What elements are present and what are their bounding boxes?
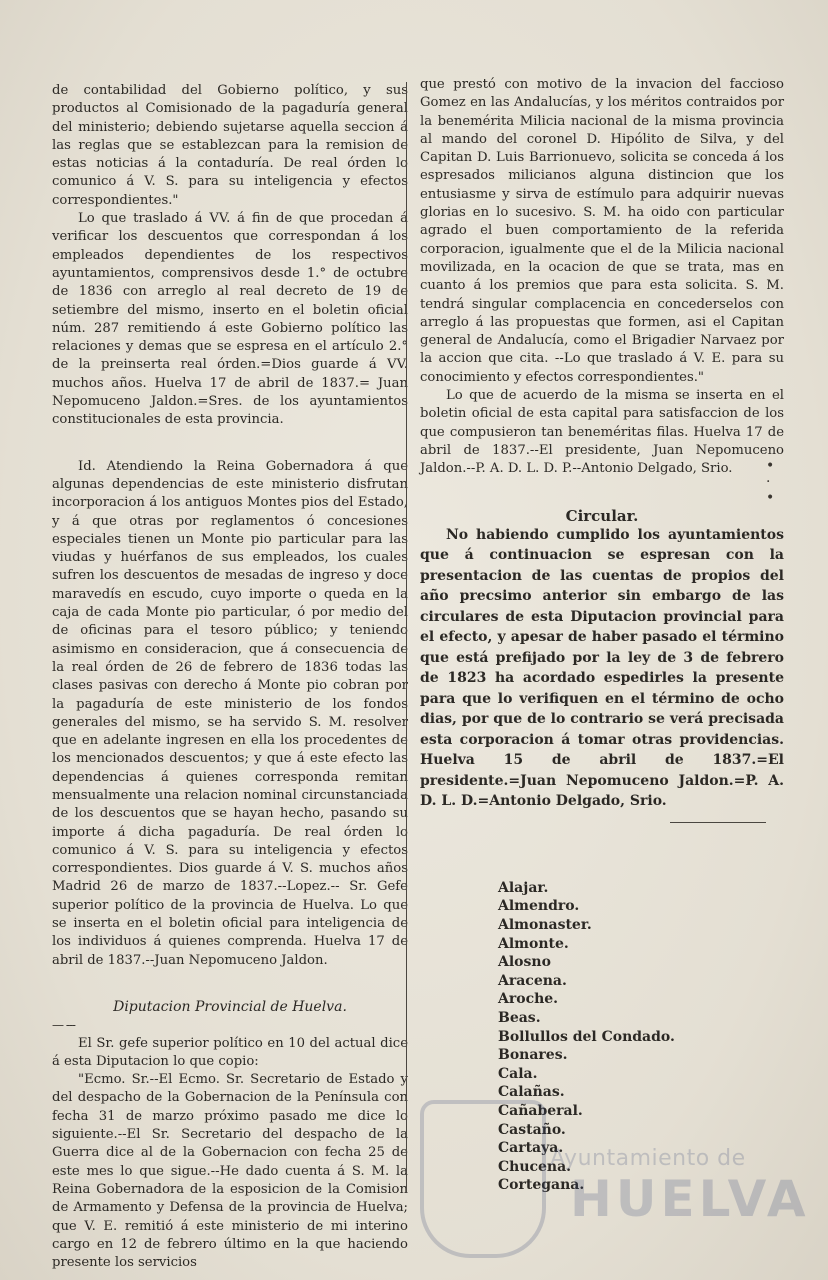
left-column bbox=[52, 82, 408, 1272]
short-rule bbox=[670, 822, 766, 823]
right-column bbox=[420, 76, 784, 1195]
town-item: Alosno bbox=[498, 954, 551, 971]
watermark-line-1: Ayuntamiento de bbox=[550, 1146, 746, 1171]
town-item: Cañaberal. bbox=[498, 1102, 583, 1119]
town-item: Beas. bbox=[498, 1009, 541, 1026]
right-paragraph-1: que prestó con motivo de la invacion del faccioso Gomez en las Andalucías, y los méritos contraidos por la benemérita Milicia nacional de la misma provincia al mando del coronel D. Hipólito de Silva, y del Capitan D. Luis Barrionuevo, solicita se conceda á los espresados milicianos alguna distincion que los entusiasme y sirva de estímulo para adquirir nuevas glorias en lo sucesivo. S. M. ha oido con particular agrado el buen comportamiento de la referida corporacion, igualmente que el de la Milicia nacional movilizada, en la ocacion de que se trata, mas en cuanto á los premios que para esta solicita. S. M. tendrá singular complacencia en concederselos con arreglo á las propuestas que formen, asi el Capitan general de Andalucía, como el Brigadier Narvaez por la accion que cita. --Lo que traslado á V. E. para su conocimiento y efectos correspondientes." bbox=[420, 77, 784, 385]
town-item: Calañas. bbox=[498, 1084, 565, 1101]
spacer bbox=[52, 970, 408, 998]
town-item: Bonares. bbox=[498, 1047, 568, 1064]
town-item: Almendro. bbox=[498, 898, 580, 915]
left-paragraph-3: Id. Atendiendo la Reina Gobernadora á que algunas dependencias de este ministerio disfrutan incorporacion á los antiguos Montes pios del Estado, y á que otras por reglamentos ó concesiones especiales tienen un Monte pio particular para las viudas y huérfanos de sus empleados, los cuales sufren los descuentos de mesadas de ingreso y doce maravedís en escudo, cuyo importe o queda en la caja de cada Monte pio particular, ó por medio del de oficinas para el tesoro público; y teniendo asimismo en consideracion, que á consecuencia de la real órden de 26 de febrero de 1836 todas las clases pasivas con derecho á Monte pio cobran por la pagaduría de este ministerio de los fondos generales del mismo, se ha servido S. M. resolver que en adelante ingresen en ella los procedentes de los mencionados descuentos; y que á este efecto las dependencias á quienes corresponda remitan mensualmente una relacion nominal circunstanciada de los descuentos que se hayan hecho, pasando su importe á dicha pagaduría. De real órden lo comunico á V. S. para su inteligencia y efectos correspondientes. Dios guarde á V. S. muchos años Madrid 26 de marzo de 1837.--Lopez.-- Sr. Gefe superior político de la provincia de Huelva. Lo que se inserta en el boletin oficial para inteligencia de los individuos á quienes comprenda. Huelva 17 de abril de 1837.--Juan Nepomuceno Jaldon. bbox=[52, 458, 408, 968]
section-heading: Diputacion Provincial de Huelva. bbox=[113, 998, 347, 1015]
town-item: Almonte. bbox=[498, 935, 569, 952]
circular-body: No habiendo cumplido los ayuntamientos que á continuacion se espresan con la presentacion de las cuentas de propios del año precsimo anterior sin embargo de las circulares de esta Diputacion provincial para el efecto, y apesar de haber pasado el término que está prefijado por la ley de 3 de febrero de 1823 ha acordado espedirles la presente para que lo verifiquen en el término de ocho dias, por que de lo contrario se verá precisada esta corporacion á tomar otras providencias. Huelva 15 de abril de 1837.=El presidente.=Juan Nepomuceno Jaldon.=P. A. D. L. D.=Antonio Delgado, Srio. bbox=[420, 526, 784, 810]
town-item: Almonaster. bbox=[498, 917, 592, 934]
town-item: Chucena. bbox=[498, 1158, 572, 1175]
left-paragraph-1: de contabilidad del Gobierno político, y sus productos al Comisionado de la pagaduría general del ministerio; debiendo sujetarse aquella seccion á las reglas que se establezcan para la remision de estas noticias á la contaduría. De real órden lo comunico á V. S. para su inteligencia y efectos correspondientes." bbox=[52, 83, 408, 208]
town-item: Cartaya. bbox=[498, 1140, 564, 1157]
town-item: Castaño. bbox=[498, 1121, 566, 1138]
watermark-line-2: HUELVA bbox=[570, 1170, 810, 1228]
watermark bbox=[420, 1130, 810, 1270]
spacer bbox=[52, 430, 408, 458]
right-paragraph-2: Lo que de acuerdo de la misma se inserta en el boletin oficial de esta capital para satisfaccion de los que compusieron tan beneméritas filas. Huelva 17 de abril de 1837.--El presidente, Juan Nepomuceno Jaldon.--P. A. D. L. D. P.--Antonio Delgado, Srio. bbox=[420, 388, 784, 477]
town-item: Aroche. bbox=[498, 991, 559, 1008]
town-item: Cortegana. bbox=[498, 1177, 585, 1194]
left-paragraph-2: Lo que traslado á VV. á fin de que procedan á verificar los descuentos que correspondan á los empleados dependientes de los respectivos ayuntamientos, comprensivos desde 1.° de octubre de 1836 con arreglo al real decreto de 19 de setiembre del mismo, inserto en el boletin oficial núm. 287 remitiendo á este Gobierno político las relaciones y demas que se espresa en el artículo 2.° de la preinserta real órden.=Dios guarde á VV. muchos años. Huelva 17 de abril de 1837.= Juan Nepomuceno Jaldon.=Sres. de los ayuntamientos constitucionales de esta provincia. bbox=[52, 211, 408, 428]
town-item: Cala. bbox=[498, 1065, 538, 1082]
left-paragraph-5: "Ecmo. Sr.--El Ecmo. Sr. Secretario de Estado y del despacho de la Gobernacion de la Península con fecha 31 de marzo próximo pasado me dice lo siguiente.--El Sr. Secretario del despacho de la Guerra dice al de la Gobernacion con fecha 25 de este mes lo que sigue.--He dado cuenta á S. M. la Reina Gobernadora de la esposicion de la Comision de Armamento y Defensa de la provincia de Huelva; que V. E. remitió á este ministerio de mi interino cargo en 12 de febrero último en la que haciendo presente los servicios bbox=[52, 1072, 408, 1271]
column-divider bbox=[406, 82, 407, 1192]
shield-icon bbox=[420, 1100, 546, 1258]
circular-title: Circular. bbox=[565, 506, 639, 525]
margin-marks: • · • bbox=[766, 458, 775, 506]
town-item: Alajar. bbox=[498, 879, 549, 896]
town-item: Bollullos del Condado. bbox=[498, 1028, 675, 1045]
heading-dash: — --- bbox=[52, 1018, 75, 1033]
town-item: Aracena. bbox=[498, 972, 567, 989]
left-paragraph-4: El Sr. gefe superior político en 10 del actual dice á esta Diputacion lo que copio: bbox=[52, 1035, 408, 1069]
spacer bbox=[420, 479, 784, 507]
